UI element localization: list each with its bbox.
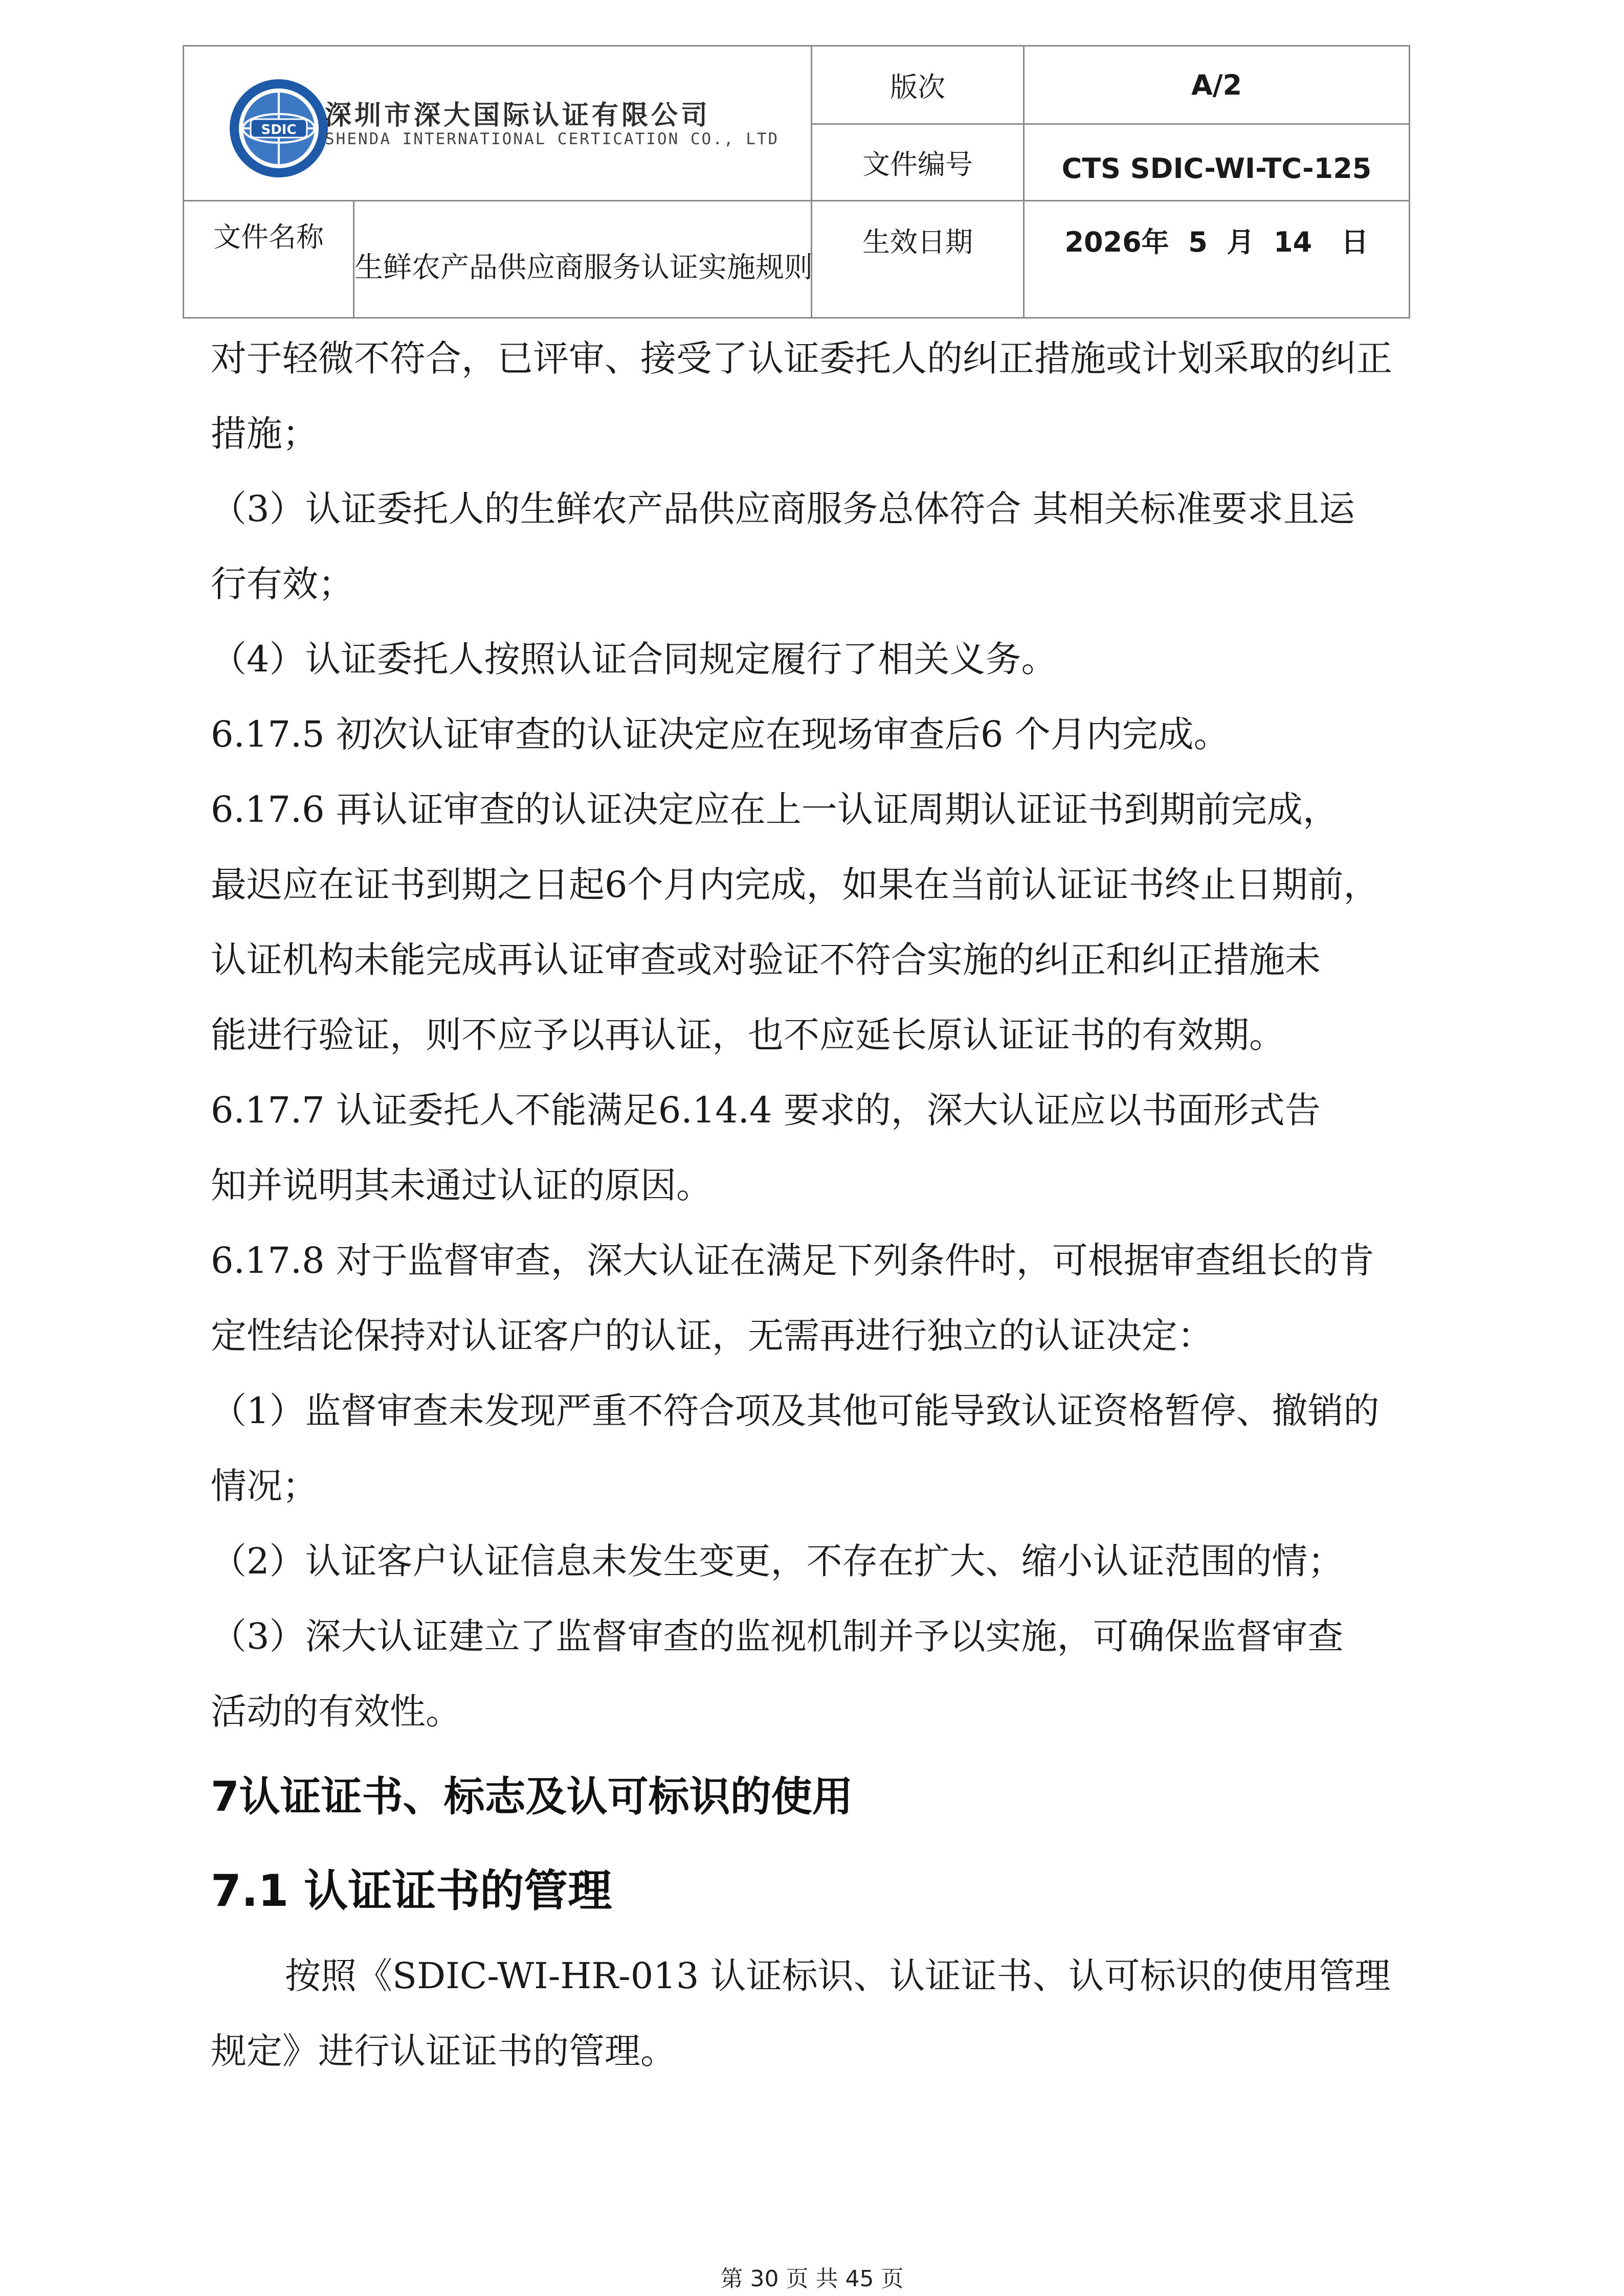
filename-label: 文件名称 bbox=[213, 220, 324, 253]
clause-6-17-6: 6.17.6 再认证审查的认证决定应在上一认证周期认证证书到期前完成， bbox=[211, 789, 1339, 830]
body-line: （4）认证委托人按照认证合同规定履行了相关义务。 bbox=[211, 638, 1057, 680]
body-line: 最迟应在证书到期之日起6个月内完成，如果在当前认证证书终止日期前， bbox=[211, 864, 1380, 906]
body-line: （3）深大认证建立了监督审查的监视机制并予以实施，可确保监督审查 bbox=[211, 1615, 1344, 1657]
body-line: 规定》进行认证证书的管理。 bbox=[211, 2030, 676, 2072]
body-line: （1）监督审查未发现严重不符合项及其他可能导致认证资格暂停、撤销的 bbox=[211, 1390, 1380, 1432]
company-name-en: SHENDA INTERNATIONAL CERTICATION CO., LTD bbox=[325, 130, 780, 148]
body-line: 能进行验证，则不应予以再认证，也不应延长原认证证书的有效期。 bbox=[211, 1014, 1285, 1056]
body-line: 行有效； bbox=[211, 563, 354, 605]
body-line: 对于轻微不符合，已评审、接受了认证委托人的纠正措施或计划采取的纠正 bbox=[211, 337, 1392, 379]
version-label: 版次 bbox=[890, 71, 945, 103]
effective-date-value: 2026年 5 月 14 日 bbox=[1064, 226, 1369, 258]
document-header-table bbox=[183, 45, 1410, 319]
body-line: 按照《SDIC-WI-HR-013 认证标识、认证证书、认可标识的使用管理 bbox=[285, 1955, 1391, 1997]
clause-6-17-7: 6.17.7 认证委托人不能满足6.14.4 要求的，深大认证应以书面形式告 bbox=[211, 1089, 1321, 1131]
section-heading-7-1: 7.1 认证证书的管理 bbox=[211, 1865, 612, 1917]
body-line: （2）认证客户认证信息未发生变更，不存在扩大、缩小认证范围的情； bbox=[211, 1540, 1344, 1582]
body-line: 定性结论保持对认证客户的认证，无需再进行独立的认证决定： bbox=[211, 1315, 1213, 1357]
section-heading-7: 7认证证书、标志及认可标识的使用 bbox=[211, 1773, 853, 1820]
body-line: 措施； bbox=[211, 413, 318, 455]
body-line: （3）认证委托人的生鲜农产品供应商服务总体符合 其相关标准要求且运 bbox=[211, 488, 1355, 530]
document-body bbox=[211, 321, 1489, 2089]
doc-number-label: 文件编号 bbox=[862, 148, 973, 181]
version-value: A/2 bbox=[1191, 69, 1242, 101]
body-line: 活动的有效性。 bbox=[211, 1691, 461, 1732]
company-name-cn: 深圳市深大国际认证有限公司 bbox=[325, 100, 711, 131]
page-number: 第 30 页 共 45 页 bbox=[720, 2266, 904, 2292]
body-line: 情况； bbox=[211, 1465, 318, 1507]
filename-value: 生鲜农产品供应商服务认证实施规则 bbox=[354, 251, 813, 284]
clause-6-17-8: 6.17.8 对于监督审查，深大认证在满足下列条件时，可根据审查组长的肯 bbox=[211, 1240, 1374, 1281]
body-line: 知并说明其未通过认证的原因。 bbox=[211, 1164, 712, 1206]
effective-date-label: 生效日期 bbox=[862, 226, 973, 258]
clause-6-17-5: 6.17.5 初次认证审查的认证决定应在现场审查后6 个月内完成。 bbox=[211, 713, 1230, 755]
body-line: 认证机构未能完成再认证审查或对验证不符合实施的纠正和纠正措施未 bbox=[211, 939, 1321, 981]
doc-number-value: CTS SDIC-WI-TC-125 bbox=[1061, 152, 1372, 185]
logo-text: SDIC bbox=[261, 122, 297, 138]
